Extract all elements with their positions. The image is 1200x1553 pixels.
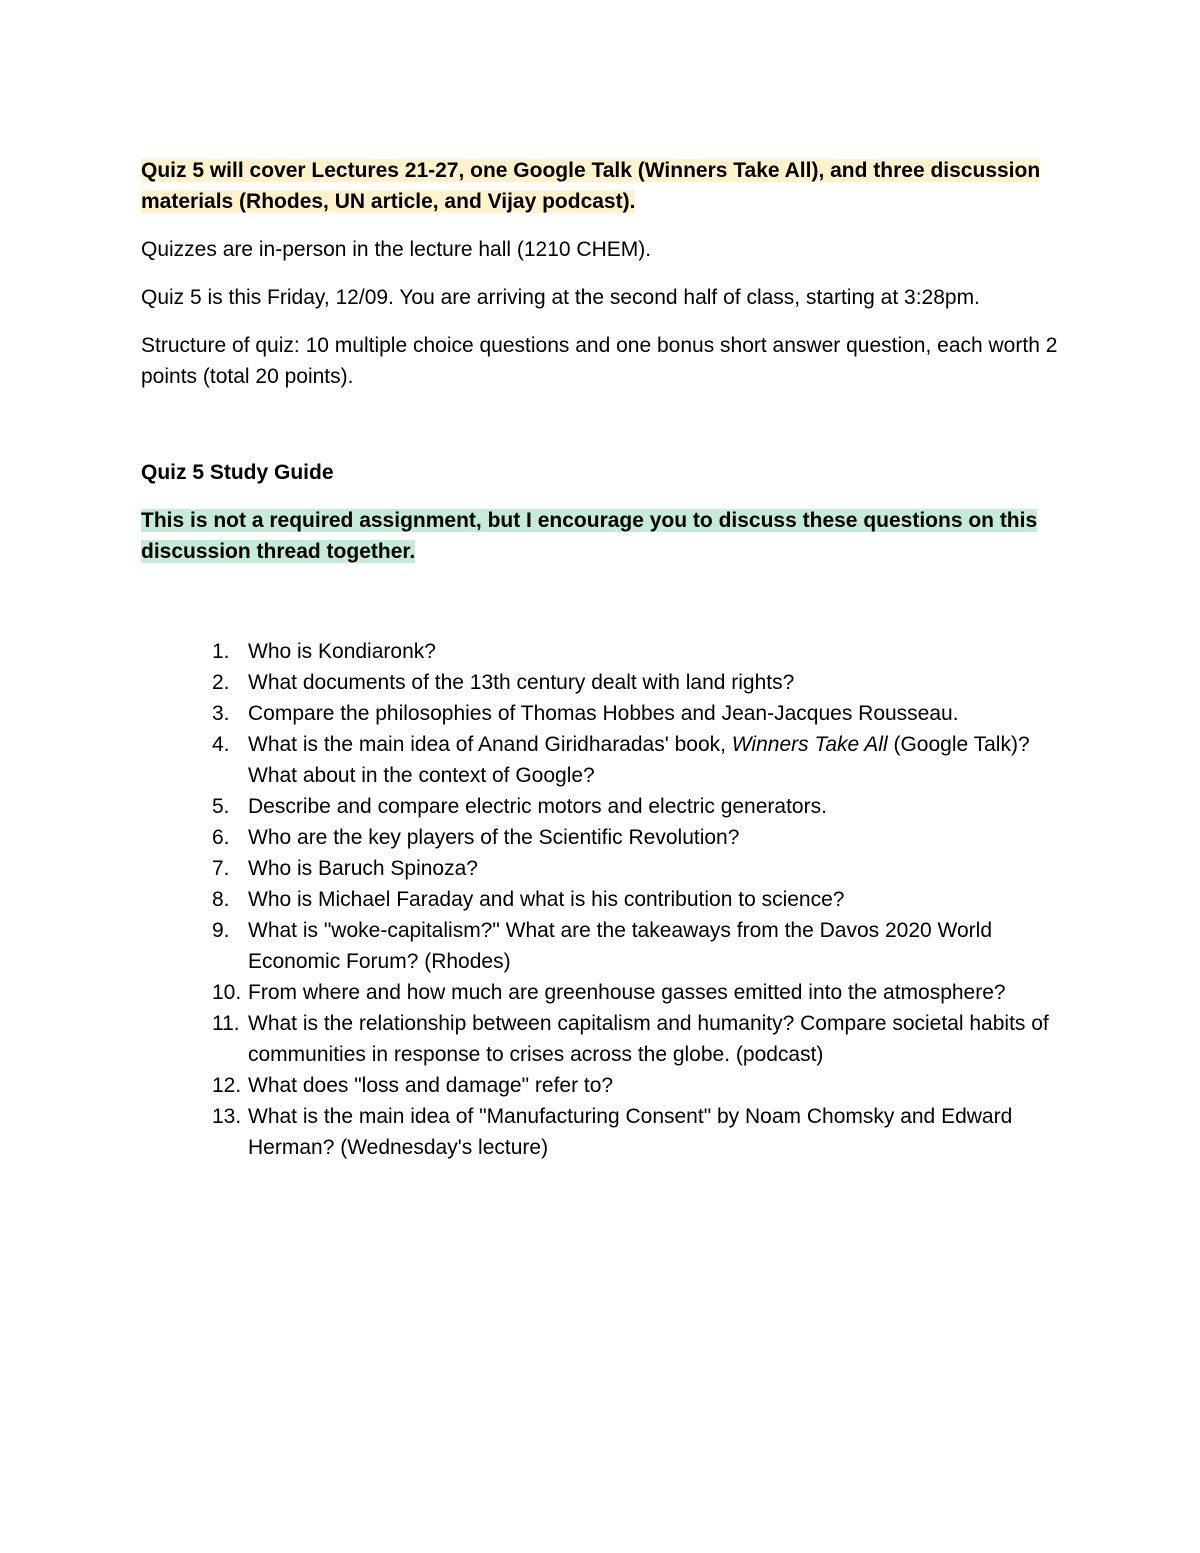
list-item	[141, 822, 1071, 853]
list-item	[141, 636, 1071, 667]
list-item	[141, 729, 1071, 791]
book-title: Winners Take All	[731, 733, 888, 756]
list-item-number: 11.	[212, 1012, 240, 1035]
blank-line	[141, 584, 1071, 636]
question-text: What is "woke-capitalism?" What are the takeaways from the Davos 2020 World Economic Forum? (Rhodes)	[248, 919, 992, 973]
question-text: Describe and compare electric motors and electric generators.	[248, 795, 827, 818]
list-item-number: 7.	[212, 857, 230, 880]
question-list	[141, 636, 1071, 1163]
blank-line	[141, 409, 1071, 457]
list-item	[141, 1008, 1071, 1070]
question-text: What is the main idea of "Manufacturing Consent" by Noam Chomsky and Edward Herman? (Wednesday's lecture)	[248, 1105, 1013, 1159]
list-item-number: 12.	[212, 1074, 242, 1097]
note-highlight: This is not a required assignment, but I encourage you to discuss these questions on this discussion thread together.	[141, 509, 1038, 563]
list-item-number: 3.	[212, 702, 230, 725]
question-text: Who are the key players of the Scientific Revolution?	[248, 826, 740, 849]
list-item	[141, 1070, 1071, 1101]
coverage-paragraph	[141, 155, 1071, 217]
question-text: What is the relationship between capitalism and humanity? Compare societal habits of communities in response to crises across the globe. (podcast)	[248, 1012, 1049, 1066]
list-item	[141, 698, 1071, 729]
list-item-number: 10.	[212, 981, 242, 1004]
schedule-paragraph: Quiz 5 is this Friday, 12/09. You are arriving at the second half of class, starting at 3:28pm.	[141, 286, 980, 309]
document-page	[141, 155, 1071, 1163]
question-text-part: (Google Talk)? What about in the context of Google?	[248, 733, 1030, 787]
study-guide-title: Quiz 5 Study Guide	[141, 461, 334, 484]
list-item	[141, 977, 1071, 1008]
location-paragraph: Quizzes are in-person in the lecture hall (1210 CHEM).	[141, 238, 652, 261]
question-text: Who is Michael Faraday and what is his contribution to science?	[248, 888, 845, 911]
list-item-number: 5.	[212, 795, 230, 818]
list-item	[141, 884, 1071, 915]
list-item-number: 13.	[212, 1105, 242, 1128]
question-text-part: What is the main idea of Anand Giridharadas' book,	[248, 733, 732, 756]
list-item	[141, 1101, 1071, 1163]
list-item-number: 6.	[212, 826, 230, 849]
list-item	[141, 667, 1071, 698]
question-text	[248, 733, 1030, 787]
question-text: Compare the philosophies of Thomas Hobbes and Jean-Jacques Rousseau.	[248, 702, 959, 725]
list-item-number: 2.	[212, 671, 230, 694]
question-text: From where and how much are greenhouse gasses emitted into the atmosphere?	[248, 981, 1006, 1004]
list-item	[141, 853, 1071, 884]
question-text: Who is Kondiaronk?	[248, 640, 436, 663]
question-text: What does "loss and damage" refer to?	[248, 1074, 614, 1097]
note-paragraph	[141, 505, 1071, 567]
list-item	[141, 915, 1071, 977]
question-text: Who is Baruch Spinoza?	[248, 857, 478, 880]
list-item-number: 8.	[212, 888, 230, 911]
list-item	[141, 791, 1071, 822]
list-item-number: 4.	[212, 733, 230, 756]
structure-paragraph: Structure of quiz: 10 multiple choice questions and one bonus short answer question, each worth 2 points (total 20 points).	[141, 334, 1058, 388]
coverage-highlight: Quiz 5 will cover Lectures 21-27, one Google Talk (Winners Take All), and three discussion materials (Rhodes, UN article, and Vijay podcast).	[141, 159, 1041, 213]
list-item-number: 1.	[212, 640, 230, 663]
question-text: What documents of the 13th century dealt with land rights?	[248, 671, 795, 694]
list-item-number: 9.	[212, 919, 230, 942]
